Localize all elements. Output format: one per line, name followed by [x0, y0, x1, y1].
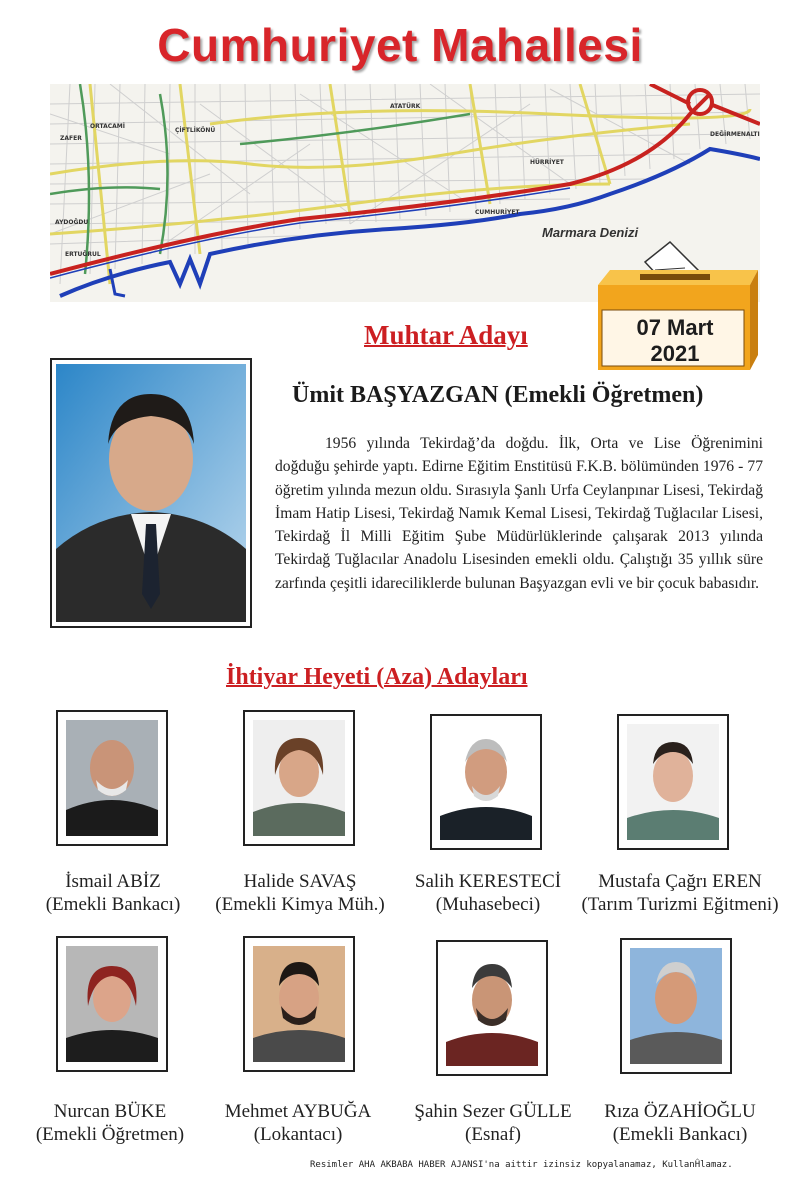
- aza-photo-1: [56, 710, 168, 846]
- muhtar-heading: Muhtar Adayı: [364, 320, 528, 350]
- page-title: Cumhuriyet Mahallesi: [157, 19, 643, 71]
- aza-role-2: (Emekli Kimya Müh.): [215, 894, 385, 915]
- aza-caption-2: [205, 870, 395, 916]
- svg-text:HÜRRİYET: HÜRRİYET: [530, 159, 564, 166]
- aza-role-7: (Esnaf): [465, 1124, 521, 1145]
- aza-photo-6: [243, 936, 355, 1072]
- election-date-year: 2021: [650, 341, 700, 366]
- aza-role-4: (Tarım Turizmi Eğitmeni): [581, 894, 779, 915]
- election-date: [596, 315, 754, 367]
- aza-photo-3: [430, 714, 542, 850]
- aza-name-5: Nurcan BÜKE: [53, 1101, 167, 1122]
- aza-photo-5: [56, 936, 168, 1072]
- aza-caption-6: [203, 1100, 393, 1146]
- aza-name-1: İsmail ABİZ: [65, 871, 161, 892]
- muhtar-candidate-photo: [50, 358, 252, 628]
- aza-role-5: (Emekli Öğretmen): [35, 1124, 185, 1145]
- svg-text:ÇİFTLİKÖNÜ: ÇİFTLİKÖNÜ: [175, 127, 216, 134]
- aza-caption-4: [573, 870, 787, 916]
- aza-caption-3: [393, 870, 583, 916]
- aza-caption-7: [398, 1100, 588, 1146]
- aza-heading: İhtiyar Heyeti (Aza) Adayları: [226, 664, 528, 690]
- muhtar-biography: 1956 yılında Tekirdağ’da doğdu. İlk, Orta ve Lise Öğrenimini doğduğu şehirde yaptı. Edirne Eğitim Enstitüsü F.K.B. bölümünden 1976 - 77 öğretim yılında mezun oldu. Sırasıyla Şanlı Urfa Ceylanpınar Lisesi, Tekirdağ İmam Hatip Lisesi, Tekirdağ Namık Kemal Lisesi, Tekirdağ Tuğlacılar Lisesi, Tekirdağ İl Milli Eğitim Şube Müdürlüklerinde çalışarak 2013 yılında Tekirdağ Tuğlacılar Anadolu Lisesinden emekli oldu. Çalıştığı 35 yıllık süre zarfında çeşitli idareciliklerde bulunan Başyazgan evli ve bir çocuk babasıdır.: [275, 435, 763, 592]
- aza-name-6: Mehmet AYBUĞA: [224, 1101, 372, 1122]
- svg-text:AYDOĞDU: AYDOĞDU: [55, 219, 89, 226]
- svg-text:CUMHURİYET: CUMHURİYET: [475, 209, 520, 216]
- aza-name-3: Salih KERESTECİ: [414, 871, 562, 892]
- aza-name-4: Mustafa Çağrı EREN: [598, 871, 762, 892]
- aza-caption-1: [18, 870, 208, 916]
- aza-name-7: Şahin Sezer GÜLLE: [414, 1101, 572, 1122]
- copyright-notice: Resimler AHA AKBABA HABER AJANSI'na aittir izinsiz kopyalanamaz, KullanĤlamaz.: [310, 1160, 733, 1170]
- aza-role-8: (Emekli Bankacı): [612, 1124, 748, 1145]
- aza-caption-5: [15, 1100, 205, 1146]
- aza-photo-2: [243, 710, 355, 846]
- aza-role-6: (Lokantacı): [253, 1124, 343, 1145]
- aza-role-3: (Muhasebeci): [435, 894, 541, 915]
- svg-text:Marmara Denizi: Marmara Denizi: [542, 225, 639, 240]
- svg-text:DEĞİRMENALTI: DEĞİRMENALTI: [710, 131, 760, 138]
- aza-photo-4: [617, 714, 729, 850]
- aza-name-2: Halide SAVAŞ: [243, 871, 357, 892]
- aza-photo-8: [620, 938, 732, 1074]
- svg-text:ORTACAMİ: ORTACAMİ: [90, 123, 125, 130]
- aza-name-8: Rıza ÖZAHİOĞLU: [604, 1101, 756, 1122]
- aza-photo-7: [436, 940, 548, 1076]
- aza-caption-8: [585, 1100, 775, 1146]
- svg-text:ATATÜRK: ATATÜRK: [390, 103, 421, 110]
- muhtar-candidate-name: Ümit BAŞYAZGAN (Emekli Öğretmen): [292, 382, 704, 408]
- svg-text:ZAFER: ZAFER: [60, 135, 82, 142]
- svg-text:ERTUĞRUL: ERTUĞRUL: [65, 251, 101, 258]
- aza-role-1: (Emekli Bankacı): [45, 894, 181, 915]
- election-date-day: 07 Mart: [636, 315, 714, 340]
